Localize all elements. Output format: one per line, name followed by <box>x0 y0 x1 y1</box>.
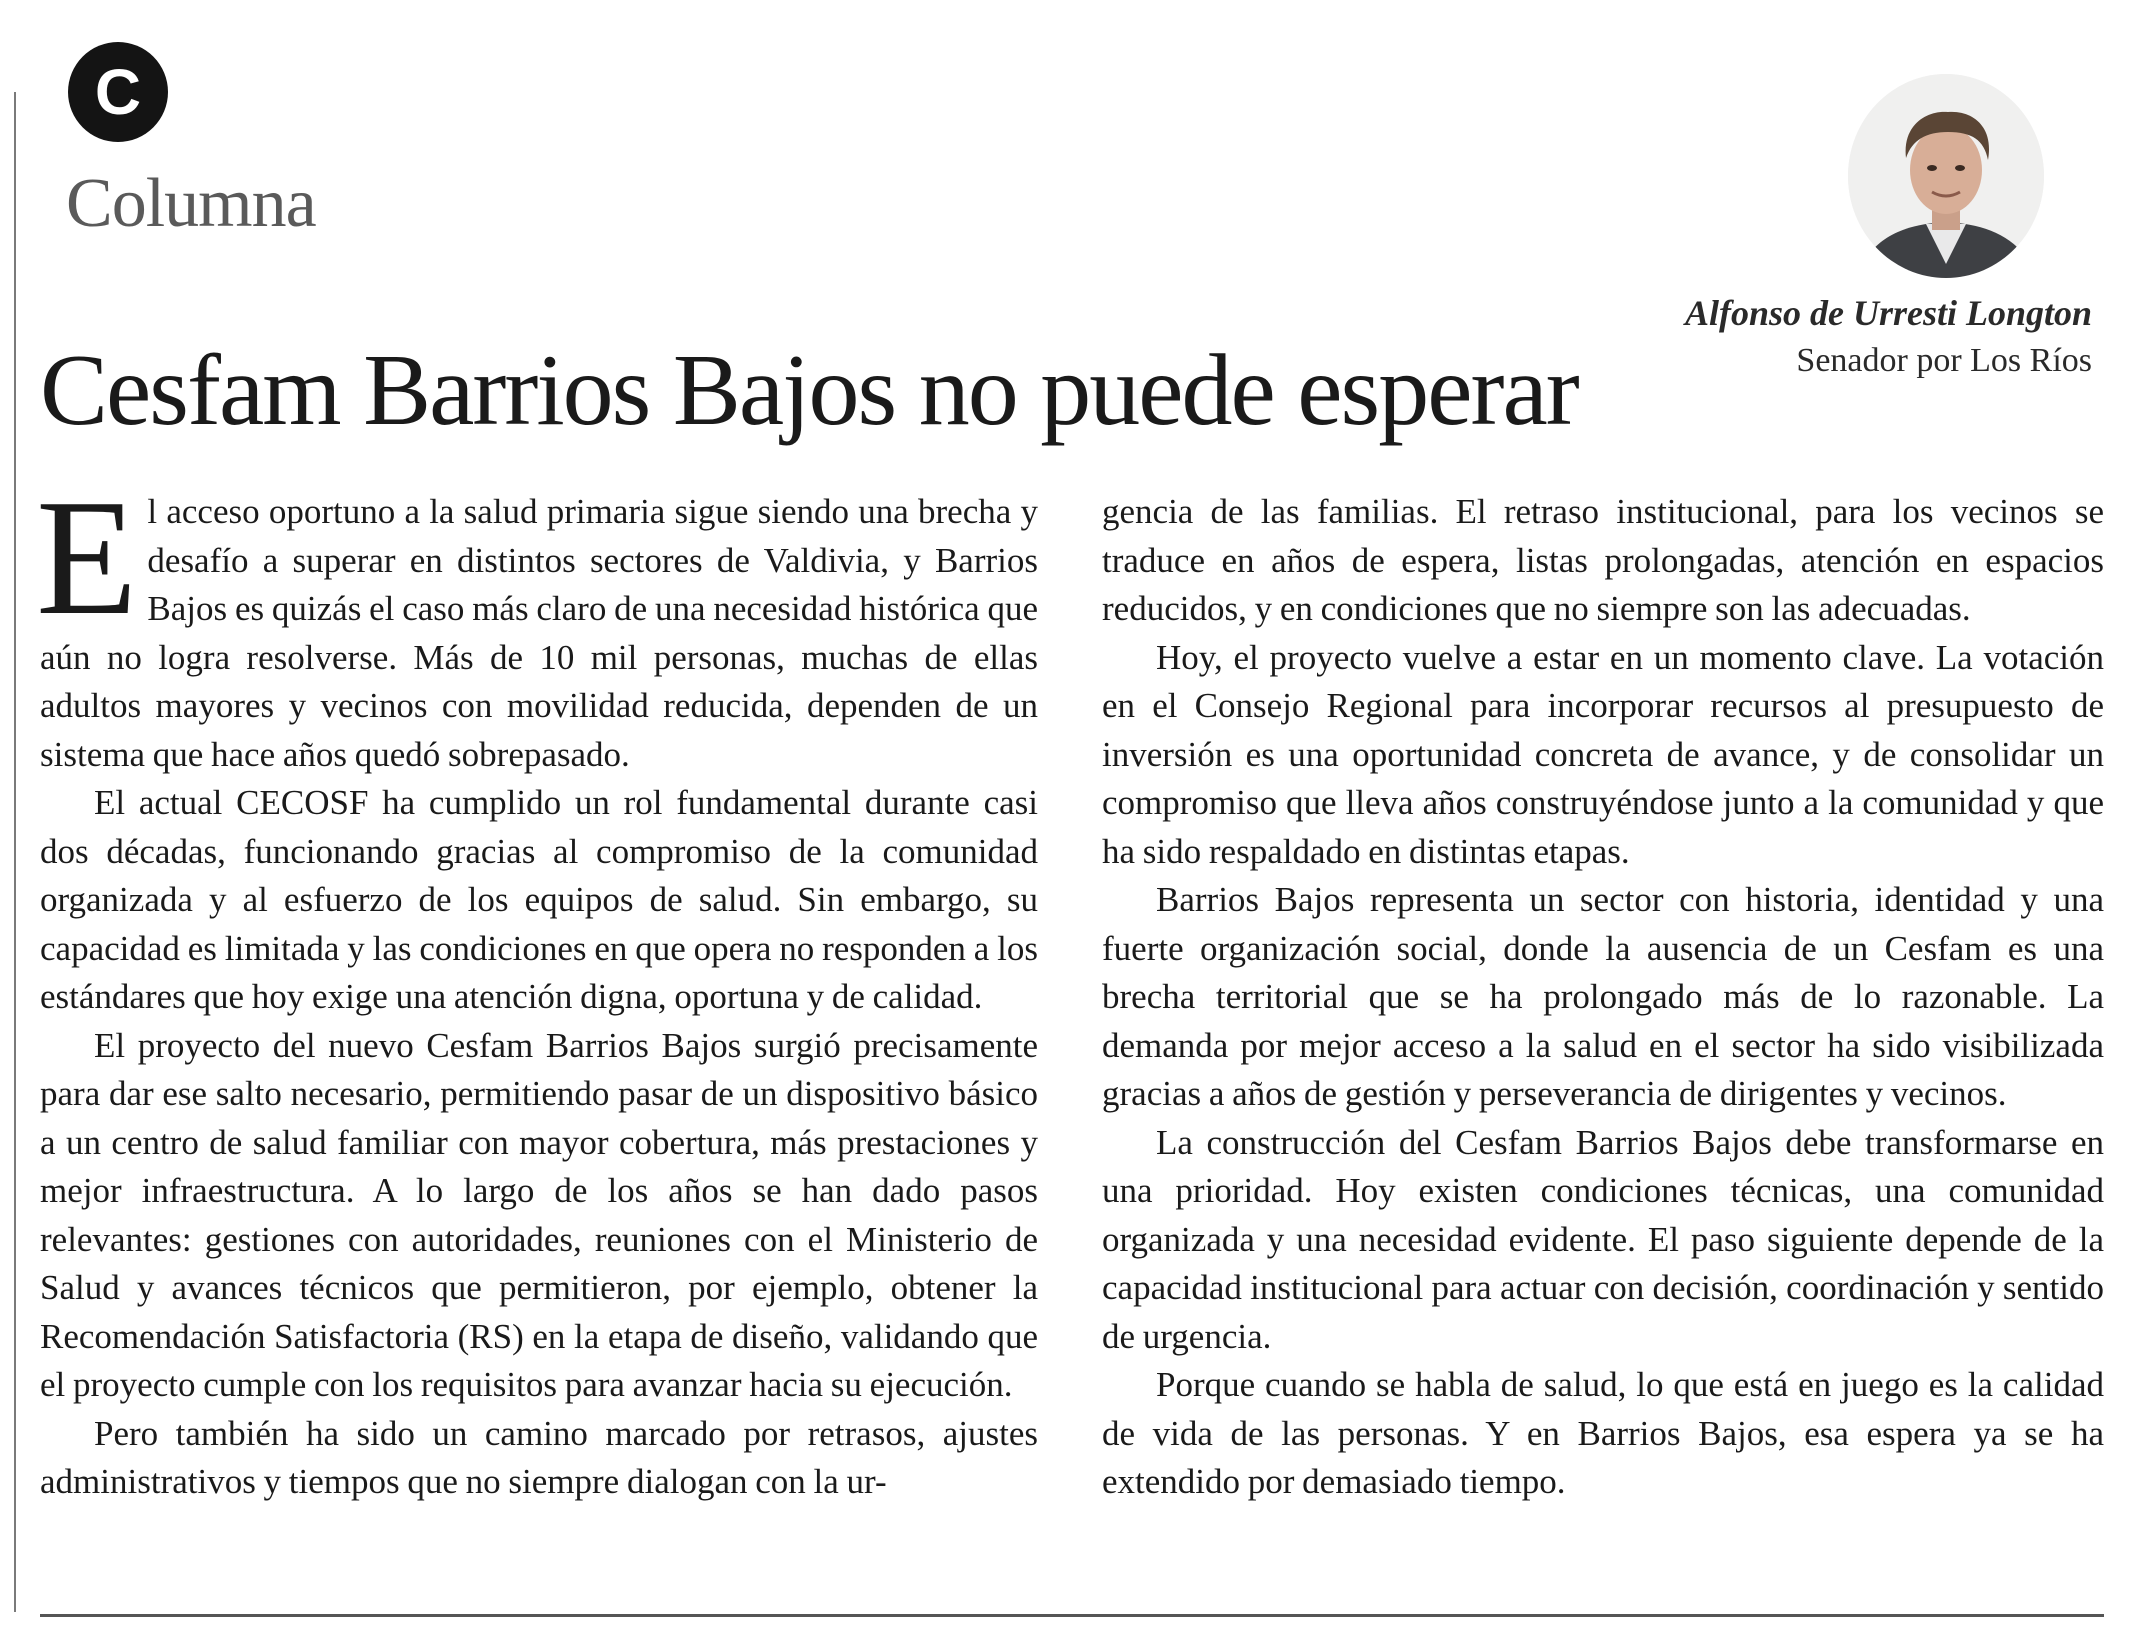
column-logo-icon <box>68 42 168 142</box>
article-paragraph-5: Hoy, el proyecto vuelve a estar en un momento clave. La votación en el Consejo Regional para incorporar recursos al presupuesto de inversión es una oportunidad concreta de avance, y de consolidar un compromiso que lleva años construyéndose junto a la comunidad y que ha sido respaldado en distintas etapas. <box>1102 637 2104 871</box>
left-margin-rule <box>14 92 16 1612</box>
article-paragraph-8: Porque cuando se habla de salud, lo que está en juego es la calidad de vida de las personas. Y en Barrios Bajos, esa espera ya se ha extendido por demasiado tiempo. <box>1102 1365 2104 1501</box>
article-paragraph-2: El actual CECOSF ha cumplido un rol fundamental durante casi dos décadas, funcionando gracias al compromiso de la comunidad organizada y al esfuerzo de los equipos de salud. Sin embargo, su capacidad es limitada y las condiciones en que opera no responden a los estándares que hoy exige una atención digna, oportuna y de calidad. <box>40 783 1038 1016</box>
author-name: Alfonso de Urresti Longton <box>1684 293 2092 333</box>
article-column-left <box>36 465 1038 1507</box>
article-paragraph-1 <box>36 465 1038 779</box>
article-paragraph-6: Barrios Bajos representa un sector con historia, identidad y una fuerte organización social, donde la ausencia de un Cesfam es una brecha territorial que se ha prolongado más de lo razonable. La demanda por mejor acceso a la salud en el sector ha sido visibilizada gracias a años de gestión y perseverancia de dirigentes y vecinos. <box>1102 880 2104 1113</box>
author-portrait-image <box>1848 74 2044 278</box>
author-role: Senador por Los Ríos <box>1796 342 2092 379</box>
logo-letter: C <box>94 56 142 128</box>
drop-cap: E <box>36 465 138 649</box>
bottom-rule <box>40 1614 2104 1617</box>
article-headline: Cesfam Barrios Bajos no puede esperar <box>40 334 1578 447</box>
article-paragraph-7: La construcción del Cesfam Barrios Bajos debe transformarse en una prioridad. Hoy existen condiciones técnicas, una comunidad organizada y una necesidad evidente. El paso siguiente depende de la capacidad institucional para actuar con decisión, coordinación y sentido de urgencia. <box>1102 1122 2104 1356</box>
article-paragraph-4-end: gencia de las familias. El retraso institucional, para los vecinos se traduce en años de espera, listas prolongadas, atención en espacios reducidos, y en condiciones que no siempre son las adecuadas. <box>1102 492 2104 628</box>
paragraph-1-text: l acceso oportuno a la salud primaria sigue siendo una brecha y desafío a superar en distintos sectores de Valdivia, y Barrios Bajos es quizás el caso más claro de una necesidad histórica que aún no logra resolverse. Más de 10 mil personas, muchas de ellas adultos mayores y vecinos con movilidad reducida, dependen de un sistema que hace años quedó sobrepasado. <box>40 492 1038 774</box>
article-paragraph-4-start: Pero también ha sido un camino marcado por retrasos, ajustes administrativos y tiempos que no siempre dialogan con la ur- <box>40 1413 1038 1501</box>
article-column-right <box>1102 488 2104 1507</box>
author-portrait-icon <box>1848 74 2044 278</box>
article-paragraph-3: El proyecto del nuevo Cesfam Barrios Bajos surgió precisamente para dar ese salto necesario, permitiendo pasar de un dispositivo básico a un centro de salud familiar con mayor cobertura, más prestaciones y mejor infraestructura. A lo largo de los años se han dado pasos relevantes: gestiones con autoridades, reuniones con el Ministerio de Salud y avances técnicos que permitieron, por ejemplo, obtener la Recomendación Satisfactoria (RS) en la etapa de diseño, validando que el proyecto cumple con los requisitos para avanzar hacia su ejecución. <box>40 1025 1038 1404</box>
section-label: Columna <box>66 165 316 242</box>
